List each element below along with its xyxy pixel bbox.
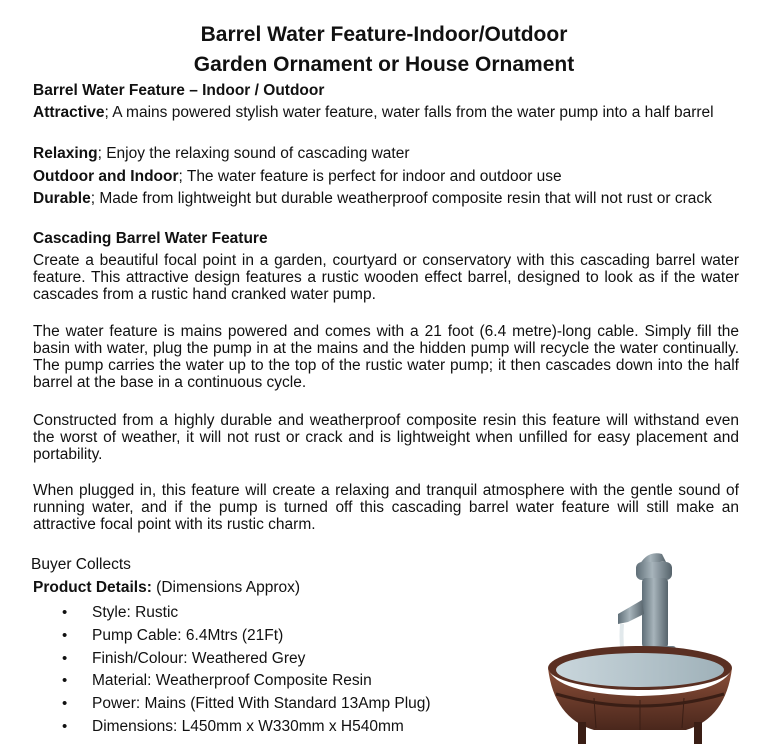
product-details-label: Product Details: [33,579,152,596]
list-item [58,649,431,672]
list-item-text: Style: Rustic [92,604,179,621]
product-details-list [58,603,431,740]
buyer-note: Buyer Collects [31,556,131,573]
list-item-text: Power: Mains (Fitted With Standard 13Amp Plug) [92,695,431,713]
list-item [58,671,431,694]
feature-text: ; A mains powered stylish water feature, water falls from the water pump into a half barrel [104,104,714,121]
paragraph-atmosphere: When plugged in, this feature will create a relaxing and tranquil atmosphere with the gentle sound of running water, and if the pump is turned off this cascading barrel water feature will still make an attractive focal point with its rustic charm. [33,482,739,533]
bullet-icon: • [62,717,68,735]
feature-text: ; Made from lightweight but durable weatherproof composite resin that will not rust or crack [90,190,712,207]
feature-relaxing [33,145,739,162]
barrel-water-feature-image [534,548,746,748]
list-item-text: Dimensions: L450mm x W330mm x H540mm [92,717,404,735]
feature-text: ; The water feature is perfect for indoor and outdoor use [178,168,562,185]
feature-label: Outdoor and Indoor [33,168,179,185]
document-title-line-1: Barrel Water Feature-Indoor/Outdoor [200,23,568,46]
bullet-icon: • [62,695,68,713]
bullet-icon: • [62,626,68,644]
list-item-text: Material: Weatherproof Composite Resin [92,672,372,690]
feature-attractive [33,104,739,121]
bullet-icon: • [62,649,68,667]
paragraph-intro: Create a beautiful focal point in a garden, courtyard or conservatory with this cascading barrel water feature. This attractive design features a rustic wooden effect barrel, designed to look as if the water cascades from a rustic hand cranked water pump. [33,252,739,303]
product-details-note: (Dimensions Approx) [151,579,301,596]
list-item [58,626,431,649]
list-item-text: Finish/Colour: Weathered Grey [92,649,306,667]
product-details-heading [33,579,300,597]
feature-outdoor-indoor [33,168,739,185]
feature-text: ; Enjoy the relaxing sound of cascading water [97,145,410,162]
bullet-icon: • [62,672,68,690]
document-title-line-2: Garden Ornament or House Ornament [193,53,575,76]
bullet-icon: • [62,604,68,621]
list-item-text: Pump Cable: 6.4Mtrs (21Ft) [92,626,284,644]
feature-durable [33,190,739,207]
paragraph-construction: Constructed from a highly durable and weatherproof composite resin this feature will withstand even the worst of weather, it will not rust or crack and is lightweight when unfilled for easy placement and portability. [33,412,739,463]
subtitle: Barrel Water Feature – Indoor / Outdoor [33,82,325,99]
section-heading: Cascading Barrel Water Feature [33,230,268,247]
feature-label: Relaxing [33,145,98,162]
paragraph-power: The water feature is mains powered and comes with a 21 foot (6.4 metre)-long cable. Simply fill the basin with water, plug the pump in at the mains and the hidden pump will recycle the water continually. The pump carries the water up to the top of the rustic water pump; it then cascades down into the half barrel at the base in a continuous cycle. [33,323,739,391]
list-item [58,603,431,626]
feature-label: Attractive [33,104,105,121]
list-item [58,694,431,717]
list-item [58,717,431,740]
feature-label: Durable [33,190,91,207]
